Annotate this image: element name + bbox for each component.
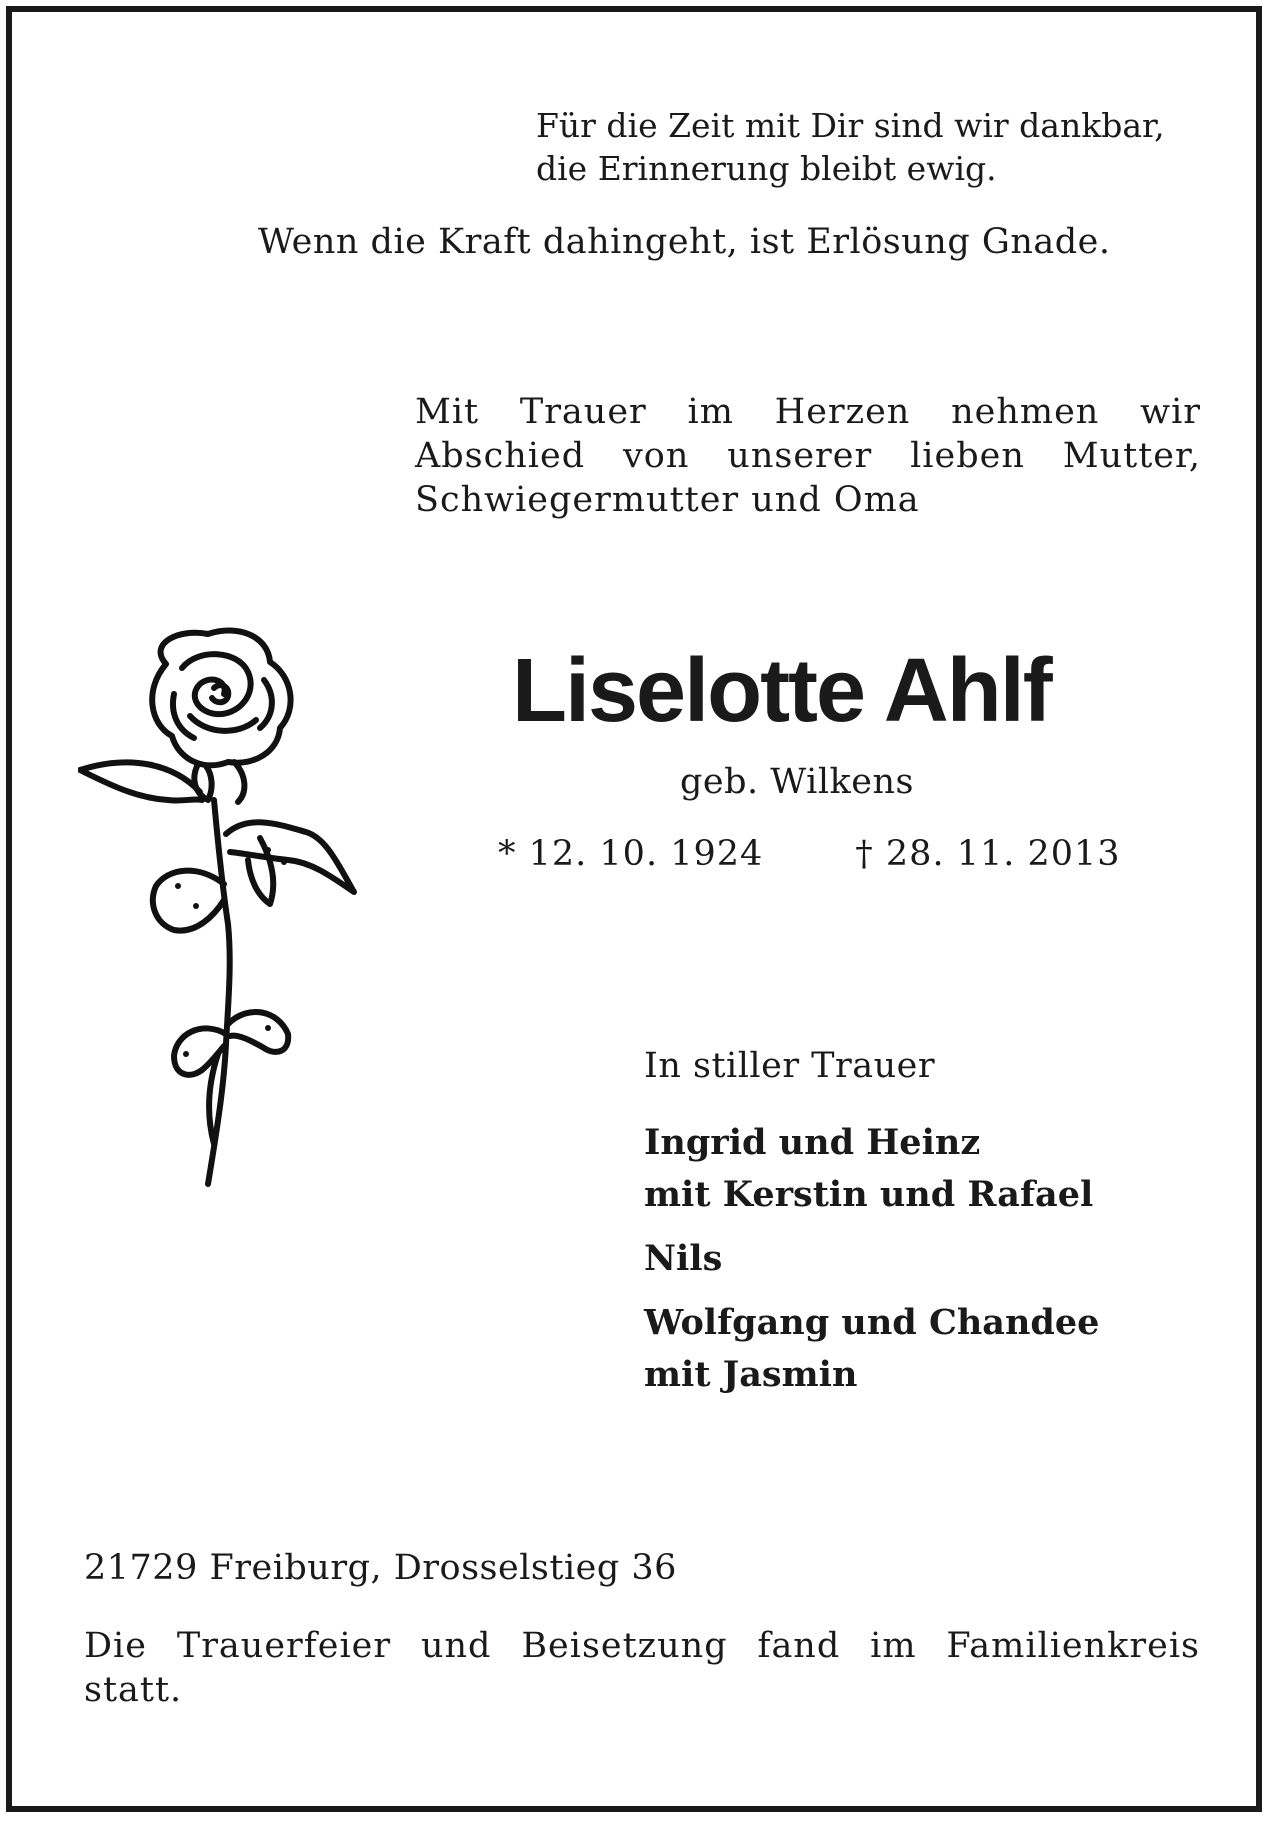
motto-line-1: Für die Zeit mit Dir sind wir dankbar, xyxy=(536,106,1165,145)
mourner-line: Ingrid und Heinz xyxy=(644,1122,981,1163)
motto xyxy=(536,104,1165,190)
intro-text xyxy=(415,390,1201,522)
mourners-list xyxy=(644,1117,1099,1413)
mourner-line: mit Kerstin und Rafael xyxy=(644,1174,1094,1215)
ceremony-line-1: Die Trauerfeier und Beisetzung fand im Familienkreis xyxy=(84,1626,1200,1666)
intro-line-2: Abschied von unserer lieben Mutter, xyxy=(415,436,1201,476)
address: 21729 Freiburg, Drosselstieg 36 xyxy=(84,1548,677,1588)
birth-name: geb. Wilkens xyxy=(680,762,914,802)
death-date: † 28. 11. 2013 xyxy=(855,834,1121,874)
rose-icon xyxy=(78,624,378,1194)
life-dates xyxy=(498,834,1121,874)
mourner-line: mit Jasmin xyxy=(644,1354,858,1395)
deceased-name: Liselotte Ahlf xyxy=(512,641,1051,741)
birth-date: * 12. 10. 1924 xyxy=(498,834,764,874)
quote: Wenn die Kraft dahingeht, ist Erlösung Gnade. xyxy=(258,222,1111,262)
intro-line-1: Mit Trauer im Herzen nehmen wir xyxy=(415,392,1201,432)
ceremony-note xyxy=(84,1624,1200,1712)
mourner-group xyxy=(644,1117,1099,1221)
mourner-line: Nils xyxy=(644,1238,723,1279)
mourners-heading: In stiller Trauer xyxy=(644,1046,936,1086)
mourner-group xyxy=(644,1297,1099,1401)
mourner-line: Wolfgang und Chandee xyxy=(644,1302,1100,1343)
mourner-group xyxy=(644,1233,1099,1285)
motto-line-2: die Erinnerung bleibt ewig. xyxy=(536,149,997,188)
intro-line-3: Schwiegermutter und Oma xyxy=(415,480,920,520)
ceremony-line-2: statt. xyxy=(84,1670,183,1710)
